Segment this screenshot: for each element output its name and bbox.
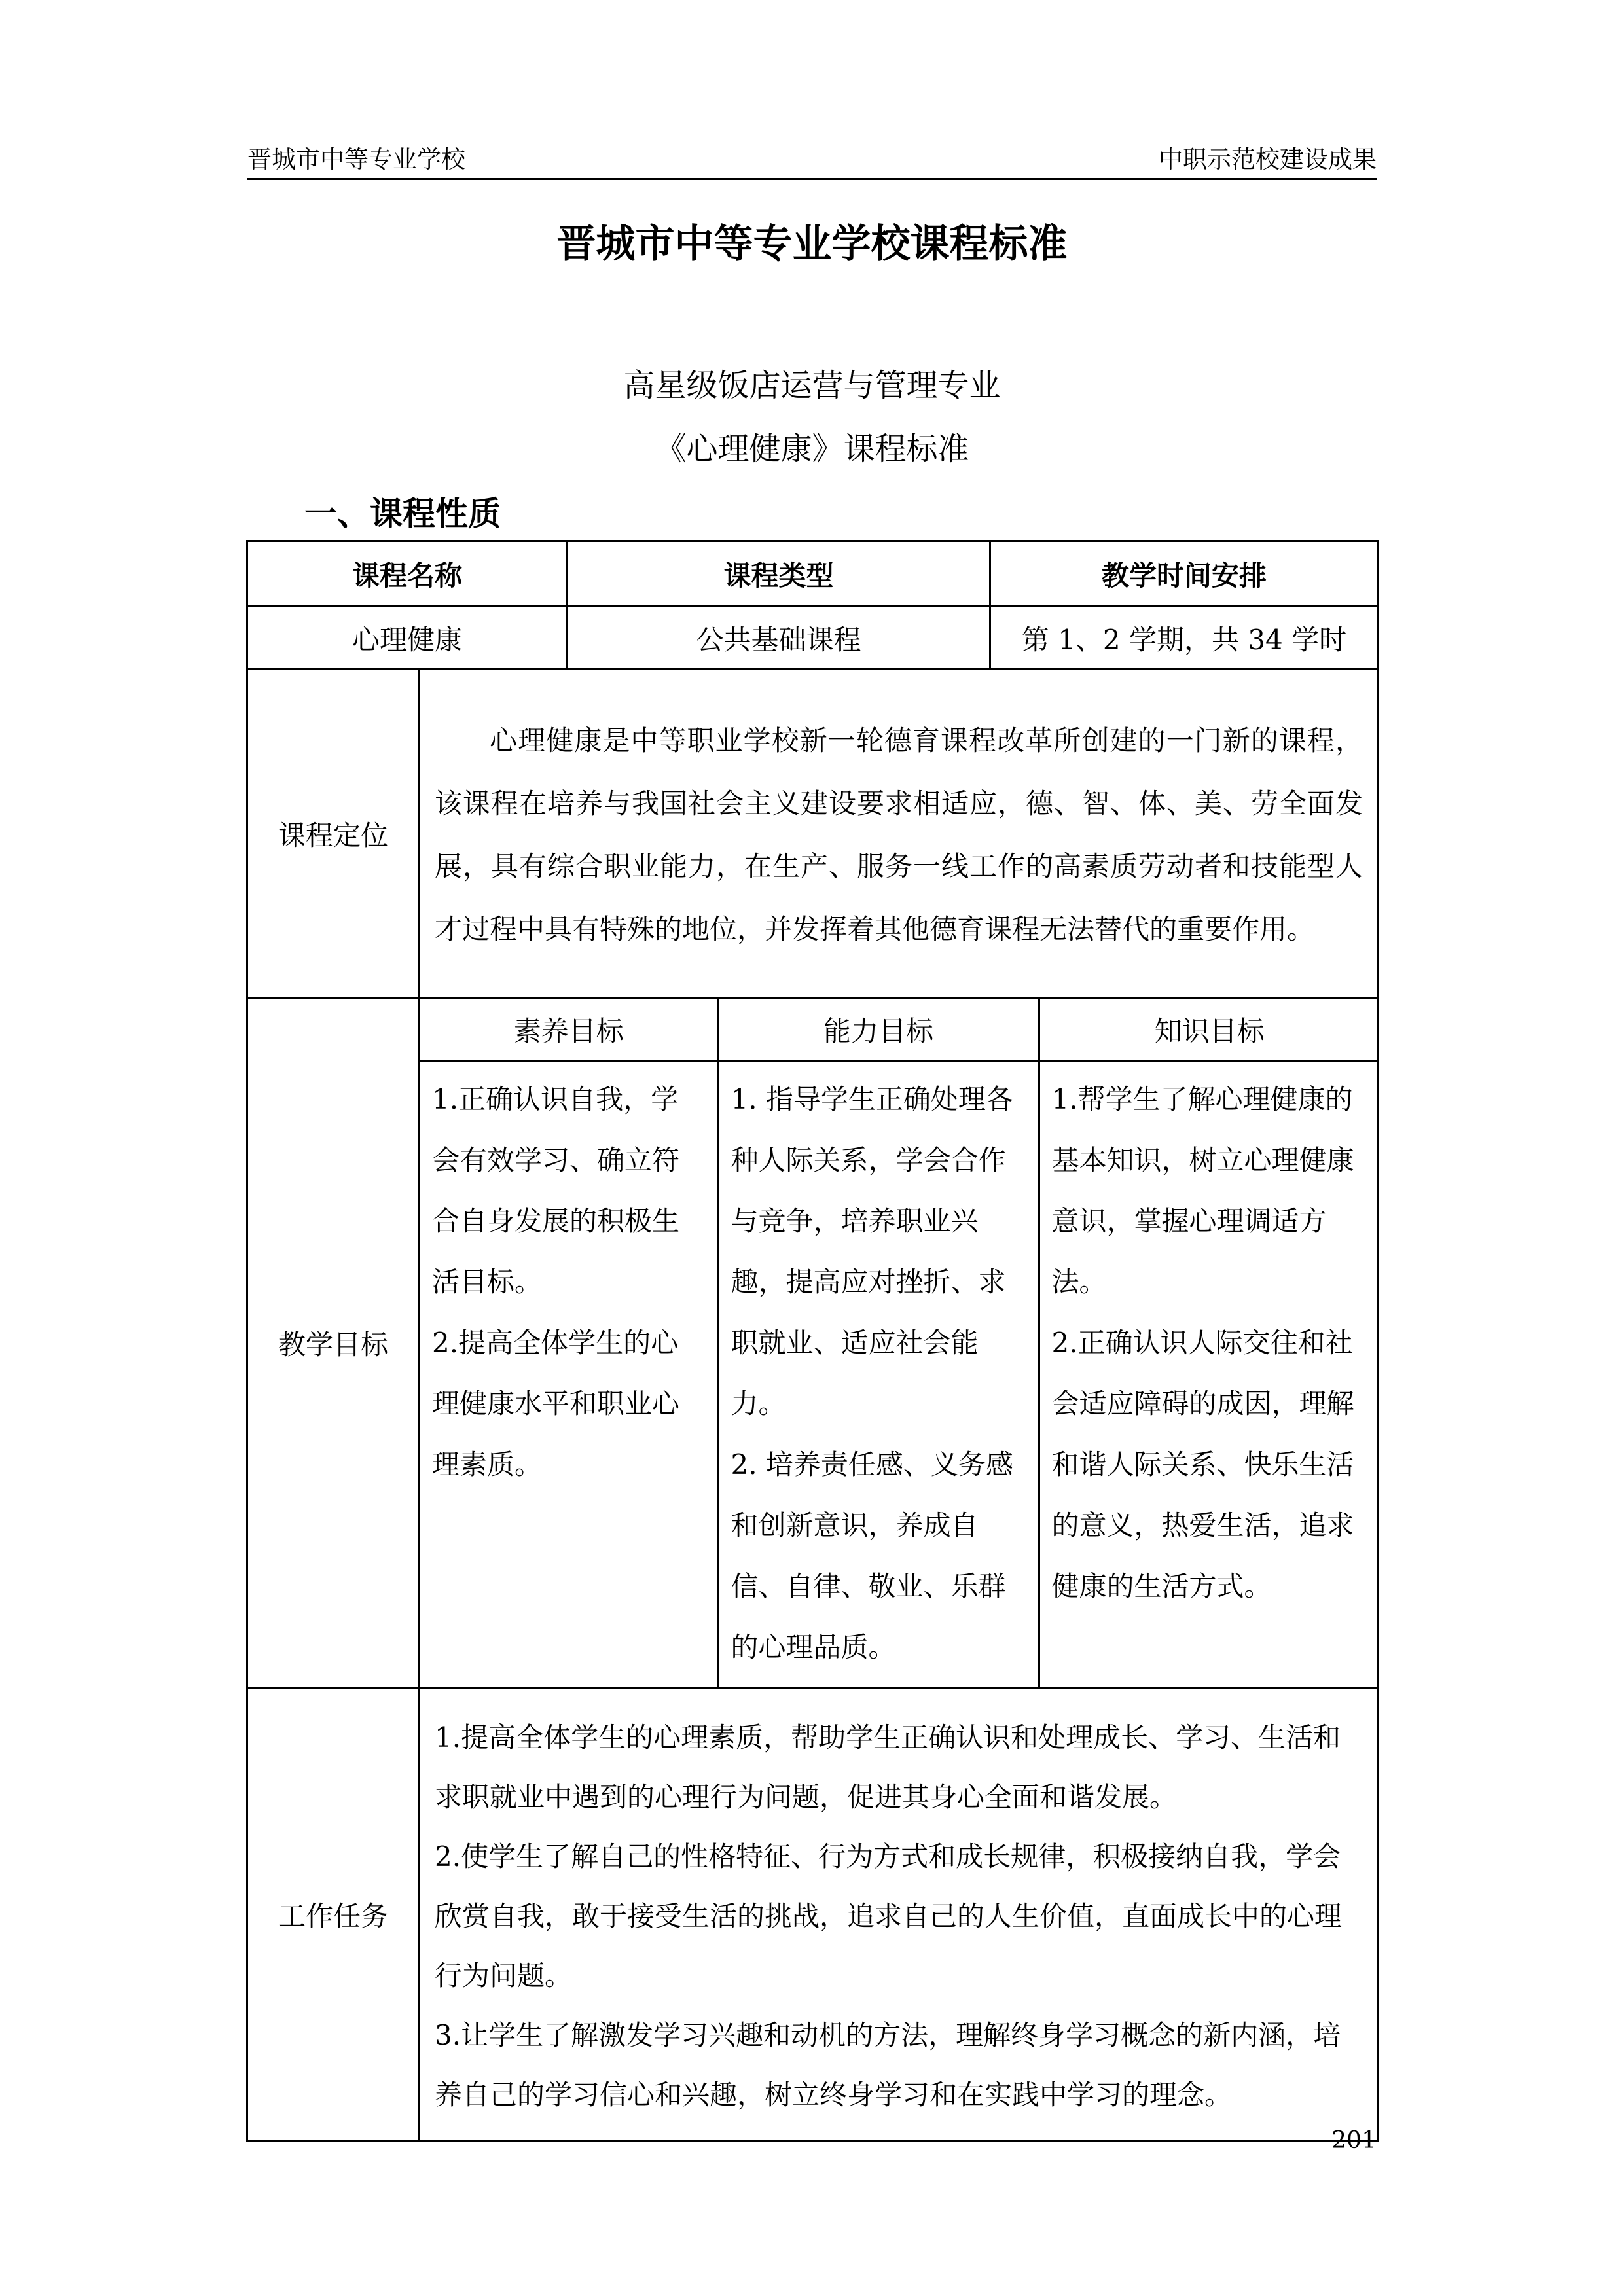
section-heading-course-nature: 一、课程性质: [304, 495, 501, 533]
positioning-text: 心理健康是中等职业学校新一轮德育课程改革所创建的一门新的课程，该课程在培养与我国社会主义建设要求相适应，德、智、体、美、劳全面发展，具有综合职业能力，在生产、服务一线工作的高素质劳动者和技能型人才过程中具有特殊的地位，并发挥着其他德育课程无法替代的重要作用。: [435, 724, 1363, 945]
ability-item: 2. 培养责任感、义务感和创新意识，养成自信、自律、敬业、乐群的心理品质。: [731, 1448, 1013, 1663]
schedule-value: 第 1、2 学期，共 34 学时: [990, 607, 1379, 670]
page-number: 201: [1331, 2127, 1377, 2154]
literacy-item: 2.提高全体学生的心理健康水平和职业心理素质。: [432, 1327, 680, 1480]
major-subtitle: 高星级饭店运营与管理专业: [623, 367, 1001, 404]
header-schedule: 教学时间安排: [990, 541, 1379, 607]
header-course-name: 课程名称: [247, 541, 568, 607]
positioning-row: [247, 670, 1379, 998]
objectives-subtable: [420, 999, 1379, 1687]
literacy-header: 素养目标: [420, 999, 718, 1062]
course-type-value: 公共基础课程: [568, 607, 990, 670]
objectives-cell: [420, 998, 1379, 1688]
ability-header: 能力目标: [718, 999, 1039, 1062]
task-item: 2.使学生了解自己的性格特征、行为方式和成长规律，积极接纳自我，学会欣赏自我，敢于接受生活的挑战，追求自己的人生价值，直面成长中的心理行为问题。: [435, 1840, 1343, 1992]
positioning-label: 课程定位: [247, 670, 420, 998]
tasks-label: 工作任务: [247, 1688, 420, 2142]
document-title: 晋城市中等专业学校课程标准: [556, 221, 1068, 267]
literacy-item: 1.正确认识自我，学会有效学习、确立符合自身发展的积极生活目标。: [432, 1083, 680, 1298]
course-info-row: [247, 607, 1379, 670]
ability-objectives: [718, 1062, 1039, 1687]
objectives-header-row: [420, 999, 1379, 1062]
header-school-name: 晋城市中等专业学校: [247, 145, 465, 173]
task-item: 1.提高全体学生的心理素质，帮助学生正确认识和处理成长、学习、生活和求职就业中遇到的心理行为问题，促进其身心全面和谐发展。: [435, 1721, 1341, 1813]
course-detail-table: [246, 668, 1379, 2142]
knowledge-header: 知识目标: [1039, 999, 1379, 1062]
header-rule: [247, 178, 1377, 180]
ability-item: 1. 指导学生正确处理各种人际关系，学会合作与竞争，培养职业兴趣，提高应对挫折、求职就业、适应社会能力。: [731, 1083, 1013, 1420]
header-project-name: 中职示范校建设成果: [1159, 145, 1377, 173]
course-info-table: [246, 540, 1379, 670]
tasks-row: [247, 1688, 1379, 2142]
knowledge-objectives: [1039, 1062, 1379, 1687]
objectives-content-row: [420, 1062, 1379, 1687]
knowledge-item: 2.正确认识人际交往和社会适应障碍的成因，理解和谐人际关系、快乐生活的意义，热爱生活，追求健康的生活方式。: [1051, 1327, 1354, 1602]
objectives-row: [247, 998, 1379, 1688]
tasks-cell: [420, 1688, 1379, 2142]
course-subtitle: 《心理健康》课程标准: [655, 431, 969, 467]
course-info-header-row: [247, 541, 1379, 607]
literacy-objectives: [420, 1062, 718, 1687]
course-name-value: 心理健康: [247, 607, 568, 670]
header-course-type: 课程类型: [568, 541, 990, 607]
task-item: 3.让学生了解激发学习兴趣和动机的方法，理解终身学习概念的新内涵，培养自己的学习信心和兴趣，树立终身学习和在实践中学习的理念。: [435, 2018, 1341, 2111]
objectives-label: 教学目标: [247, 998, 420, 1688]
knowledge-item: 1.帮学生了解心理健康的基本知识，树立心理健康意识，掌握心理调适方法。: [1051, 1083, 1354, 1298]
positioning-text-cell: [420, 670, 1379, 998]
